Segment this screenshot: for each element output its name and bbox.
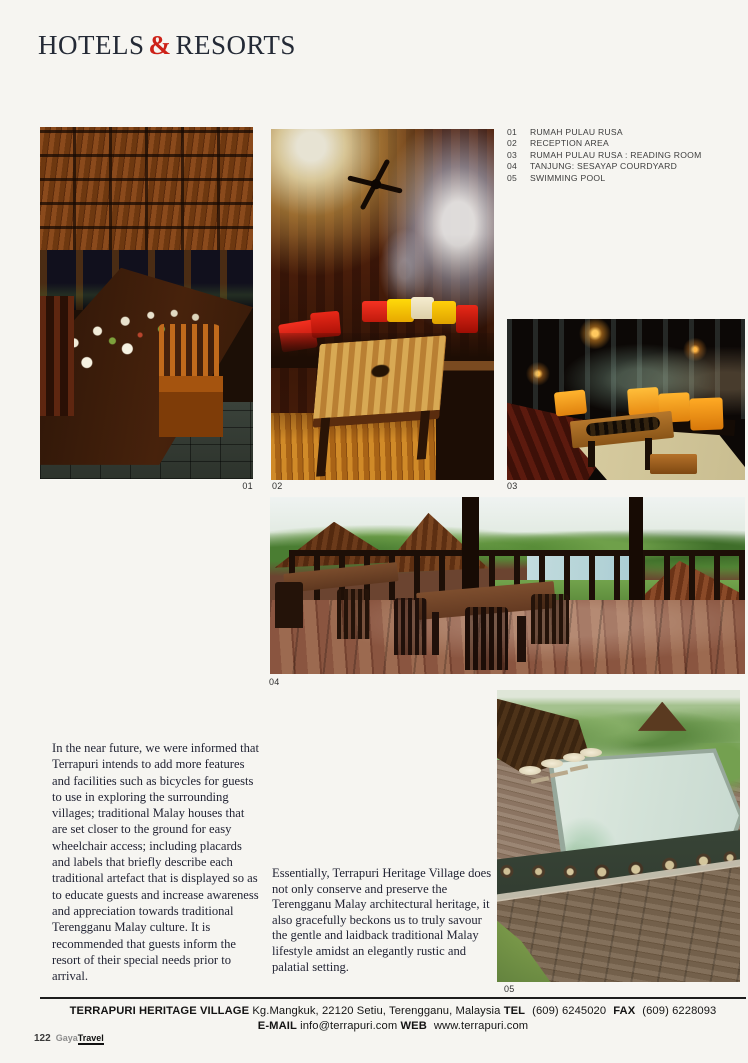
caption-number: 03 xyxy=(507,149,518,160)
resort-address: Kg.Mangkuk, 22120 Setiu, Terengganu, Malaysia xyxy=(252,1005,501,1017)
side-table xyxy=(436,361,494,480)
veranda-chair xyxy=(465,607,508,671)
caption-label: RECEPTION AREA xyxy=(530,138,609,149)
title-ampersand: & xyxy=(148,30,172,60)
sun-lounger xyxy=(531,776,549,784)
photo-caption-list xyxy=(507,127,702,184)
sofa-cushion xyxy=(690,397,724,430)
photo-label-04: 04 xyxy=(269,677,280,687)
white-cushion xyxy=(411,297,433,318)
caption-item xyxy=(507,127,702,138)
caption-number: 01 xyxy=(507,127,518,137)
wooden-stool xyxy=(650,454,698,473)
caption-item xyxy=(507,173,702,184)
caption-item xyxy=(507,150,702,161)
photo-label-03: 03 xyxy=(507,481,518,491)
caption-number: 04 xyxy=(507,161,518,172)
veranda-chair xyxy=(275,582,304,628)
caption-item xyxy=(507,161,702,172)
article-paragraph-right: Essentially, Terrapuri Heritage Village does not only conserve and preserve the Terengganu Malay architectural heritage, it also gracefully beckons us to truly savour the gentle and laidback traditional Malay lifestyle amidst an elegantly rustic and palatial setting. xyxy=(272,866,492,974)
parasol xyxy=(519,766,541,775)
resort-name: TERRAPURI HERITAGE VILLAGE xyxy=(69,1005,250,1017)
yellow-cushion xyxy=(387,299,414,322)
magazine-logo-travel: Travel xyxy=(77,1033,104,1043)
caption-label: SWIMMING POOL xyxy=(530,172,606,183)
yellow-cushion xyxy=(432,301,457,324)
footer-line-1 xyxy=(40,1004,746,1019)
dining-chair-front xyxy=(159,324,223,437)
page-number-block xyxy=(34,1033,104,1044)
table-leg xyxy=(517,616,526,662)
thatched-ceiling xyxy=(40,127,253,250)
email-address: info@terrapuri.com xyxy=(300,1019,398,1032)
magazine-logo-gaya: Gaya xyxy=(55,1033,78,1043)
caption-item xyxy=(507,138,702,149)
footer-line-2 xyxy=(40,1019,746,1034)
orange-armchair xyxy=(553,390,586,417)
page-title xyxy=(38,30,296,61)
caption-label: RUMAH PULAU RUSA : READING ROOM xyxy=(530,149,702,160)
red-cushion xyxy=(456,305,478,333)
table-leg xyxy=(588,441,595,467)
photo-dining-room xyxy=(40,127,253,479)
title-prefix: HOTELS xyxy=(38,30,145,60)
dining-chairs-left xyxy=(40,296,74,416)
footer-contact xyxy=(40,1004,746,1033)
veranda-post xyxy=(629,497,643,610)
web-address: www.terrapuri.com xyxy=(433,1019,529,1032)
veranda-chair xyxy=(394,598,427,655)
photo-reading-room xyxy=(271,129,494,480)
email-label: E-MAIL xyxy=(257,1019,297,1032)
fax-label: FAX xyxy=(613,1005,636,1017)
photo-label-01: 01 xyxy=(242,481,253,491)
caption-label: RUMAH PULAU RUSA xyxy=(530,127,623,137)
web-label: WEB xyxy=(400,1019,427,1032)
parasol xyxy=(541,759,563,768)
caption-number: 05 xyxy=(507,172,518,183)
photo-courtyard-veranda xyxy=(270,497,745,674)
fax-number: (609) 6228093 xyxy=(642,1005,717,1017)
title-suffix: RESORTS xyxy=(175,30,296,60)
photo-swimming-pool xyxy=(497,690,740,982)
page-number: 122 xyxy=(34,1033,51,1044)
photo-label-05: 05 xyxy=(504,984,515,994)
caption-number: 02 xyxy=(507,138,518,149)
veranda-chair xyxy=(531,594,569,644)
article-paragraph-left: In the near future, we were informed that Terrapuri intends to add more features and facilities such as bicycles for guests to use in exploring the surrounding villages; traditional Malay houses that are set closer to the ground for easy wheelchair access; including placards and labels that briefly describe each traditional artefact that is displayed so as to educate guests and increase awareness and appreciation towards traditional Terengganu Malay culture. It is recommended that guests inform the resort of their special needs prior to arrival. xyxy=(52,741,260,984)
red-cushion xyxy=(362,301,389,322)
tel-label: TEL xyxy=(503,1005,526,1017)
tel-number: (609) 6245020 xyxy=(532,1005,607,1017)
veranda-chair xyxy=(337,589,370,639)
caption-label: TANJUNG: SESAYAP COURDYARD xyxy=(530,161,678,172)
low-wooden-table xyxy=(312,335,446,427)
photo-lounge-sofa xyxy=(507,319,745,480)
table-leg xyxy=(432,612,440,654)
footer-divider xyxy=(40,997,746,999)
photo-label-02: 02 xyxy=(272,481,283,491)
